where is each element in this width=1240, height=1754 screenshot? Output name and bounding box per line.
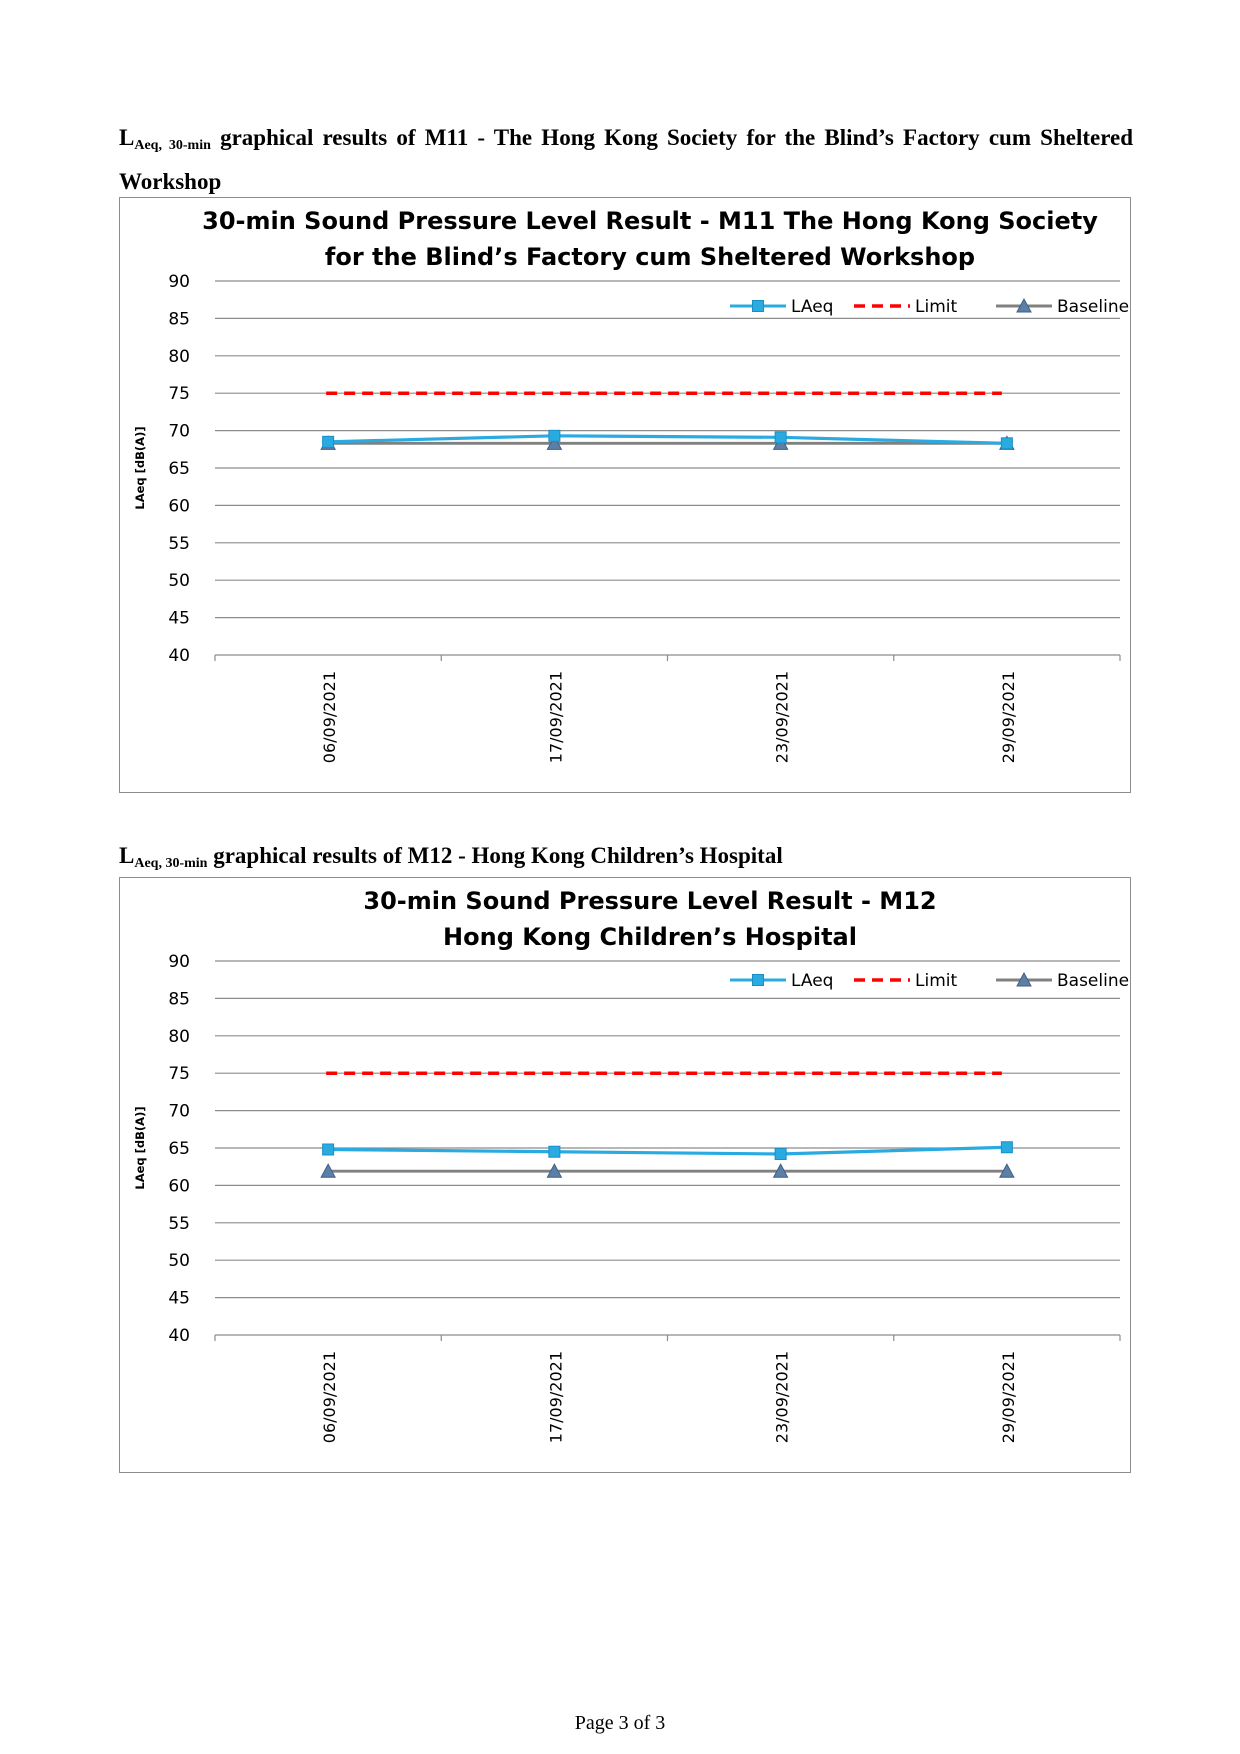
chart-title-line: 30-min Sound Pressure Level Result - M12	[363, 887, 937, 915]
chart-title-line: Hong Kong Children’s Hospital	[443, 923, 857, 951]
legend-label-laeq: LAeq	[791, 297, 834, 317]
y-axis-label: LAeq [dB(A)]	[133, 426, 147, 510]
x-tick-label: 17/09/2021	[546, 1351, 566, 1444]
legend-label-baseline: Baseline	[1057, 297, 1129, 317]
data-point-laeq	[775, 1148, 786, 1159]
legend-marker-laeq	[753, 301, 764, 312]
x-tick-label: 23/09/2021	[772, 1351, 792, 1444]
y-tick-label: 55	[168, 533, 190, 554]
chart-title-line: for the Blind’s Factory cum Sheltered Workshop	[324, 243, 976, 271]
y-tick-label: 80	[168, 1026, 190, 1047]
y-tick-label: 70	[168, 1101, 190, 1122]
heading-text: graphical results of M11 - The Hong Kong Society for the Blind’s Factory cum Sheltered Workshop	[119, 125, 1133, 194]
y-axis-label: LAeq [dB(A)]	[133, 1106, 147, 1190]
legend-label-baseline: Baseline	[1057, 971, 1129, 991]
y-tick-label: 60	[168, 1176, 190, 1197]
x-tick-label: 29/09/2021	[998, 1351, 1018, 1444]
chart-title-line: 30-min Sound Pressure Level Result - M11 The Hong Kong Society	[202, 207, 1098, 235]
y-tick-label: 40	[168, 646, 190, 666]
x-tick-label: 06/09/2021	[320, 1351, 340, 1444]
y-tick-label: 75	[168, 1064, 190, 1085]
chart-svg-m11	[120, 198, 1129, 791]
heading-subscript: Aeq, 30-min	[134, 138, 211, 153]
data-point-laeq	[775, 432, 786, 443]
y-tick-label: 45	[168, 608, 190, 629]
section-heading-m11	[119, 120, 1133, 200]
data-point-laeq	[323, 1144, 334, 1155]
heading-subscript: Aeq, 30-min	[134, 856, 208, 871]
data-point-laeq	[1001, 1142, 1012, 1153]
heading-symbol: L	[119, 843, 135, 868]
section-heading-m12	[119, 838, 1133, 882]
page-number: Page 3 of 3	[574, 1712, 666, 1734]
chart-m11	[119, 197, 1131, 793]
y-tick-label: 90	[168, 272, 190, 292]
chart-m12	[119, 877, 1131, 1473]
x-tick-label: 29/09/2021	[998, 671, 1018, 764]
x-tick-label: 17/09/2021	[546, 671, 566, 764]
x-tick-label: 23/09/2021	[772, 671, 792, 764]
data-point-laeq	[1001, 438, 1012, 449]
y-tick-label: 45	[168, 1288, 190, 1309]
y-tick-label: 50	[168, 1251, 190, 1272]
chart-svg-m12	[120, 878, 1129, 1471]
y-tick-label: 70	[168, 421, 190, 442]
y-tick-label: 80	[168, 346, 190, 367]
heading-symbol: L	[119, 125, 135, 150]
data-point-laeq	[323, 436, 334, 447]
y-tick-label: 40	[168, 1326, 190, 1346]
y-tick-label: 90	[168, 952, 190, 972]
legend-label-limit: Limit	[915, 297, 958, 317]
legend-label-laeq: LAeq	[791, 971, 834, 991]
heading-text: graphical results of M12 - Hong Kong Children’s Hospital	[207, 843, 783, 868]
y-tick-label: 65	[168, 1139, 190, 1159]
legend-label-limit: Limit	[915, 971, 958, 991]
y-tick-label: 75	[168, 384, 190, 405]
legend-marker-laeq	[753, 975, 764, 986]
data-point-laeq	[549, 430, 560, 441]
y-tick-label: 85	[168, 309, 190, 330]
y-tick-label: 60	[168, 496, 190, 517]
y-tick-label: 65	[168, 459, 190, 479]
y-tick-label: 85	[168, 989, 190, 1010]
x-tick-label: 06/09/2021	[320, 671, 340, 764]
y-tick-label: 55	[168, 1213, 190, 1234]
data-point-laeq	[549, 1146, 560, 1157]
y-tick-label: 50	[168, 571, 190, 592]
